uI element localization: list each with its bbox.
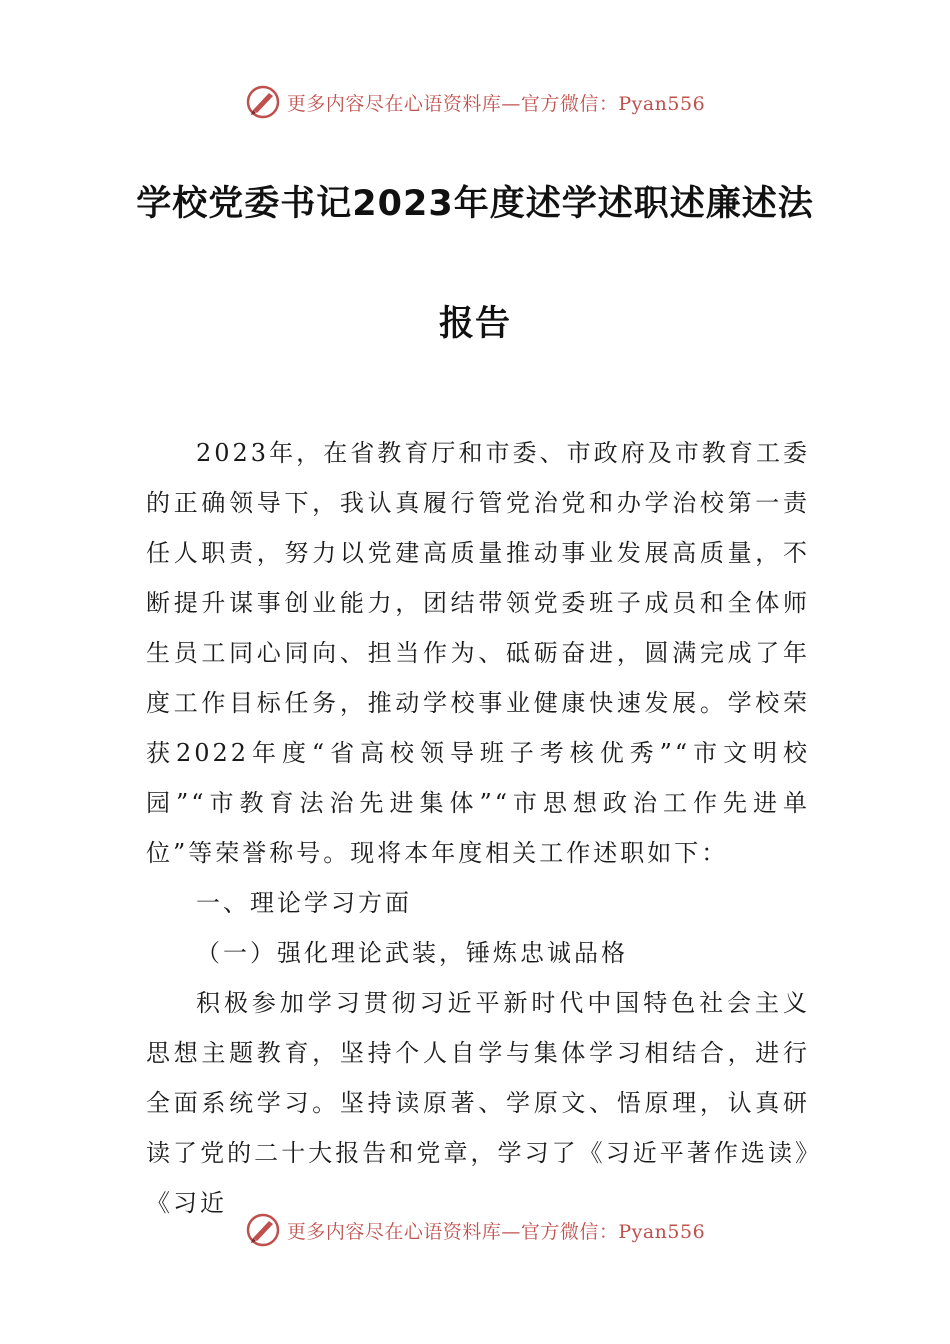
- document-title-line-2: 报告: [438, 304, 511, 344]
- document-body: [146, 428, 810, 1228]
- paragraph-study: 积极参加学习贯彻习近平新时代中国特色社会主义思想主题教育，坚持个人自学与集体学习相结合，进行全面系统学习。坚持读原著、学原文、悟原理，认真研读了党的二十大报告和党章，学习了《习近平著作选读》《习近: [146, 989, 810, 1217]
- watermark-text: 更多内容尽在心语资料库—官方微信：Pyan556: [286, 92, 706, 115]
- document-title-line-1: 学校党委书记2023年度述学述职述廉述法: [136, 184, 814, 224]
- section-heading-1: 一、理论学习方面: [196, 889, 412, 917]
- paragraph-intro: 2023年，在省教育厅和市委、市政府及市教育工委的正确领导下，我认真履行管党治党和办学治校第一责任人职责，努力以党建高质量推动事业发展高质量，不断提升谋事创业能力，团结带领党委班子成员和全体师生员工同心同向、担当作为、砥砺奋进，圆满完成了年度工作目标任务，推动学校事业健康快速发展。学校荣获2022年度“省高校领导班子考核优秀”“市文明校园”“市教育法治先进集体”“市思想政治工作先进单位”等荣誉称号。现将本年度相关工作述职如下：: [146, 439, 810, 867]
- footer-watermark: [0, 1210, 950, 1250]
- watermark-text: 更多内容尽在心语资料库—官方微信：Pyan556: [286, 1220, 706, 1243]
- pen-logo-icon: [245, 84, 281, 120]
- pen-logo-icon: [245, 1212, 281, 1248]
- subsection-heading-1: （一）强化理论武装，锤炼忠诚品格: [196, 939, 628, 967]
- header-watermark: [0, 82, 950, 122]
